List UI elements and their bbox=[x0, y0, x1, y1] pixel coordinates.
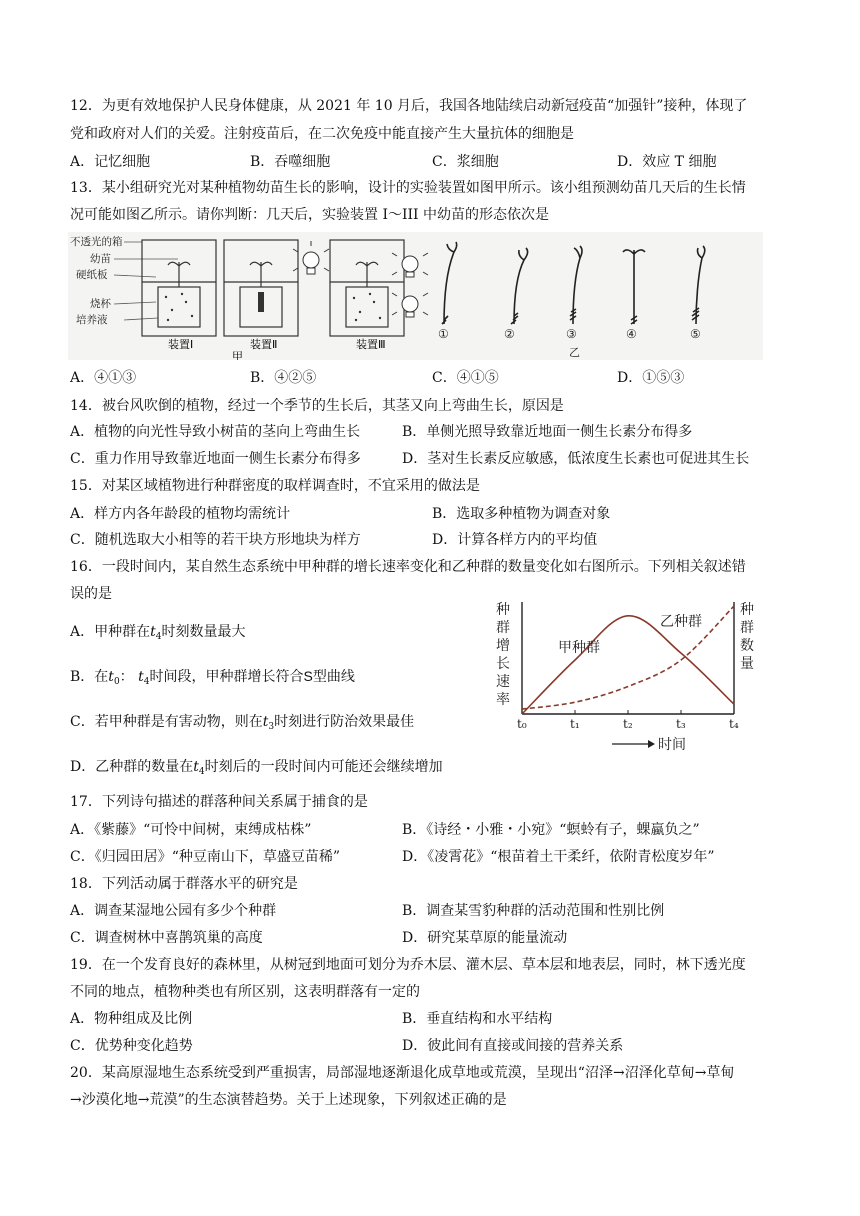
q16-option-b: B．在$t_0$： $t_4$时间段，甲种群增长符合S型曲线 bbox=[70, 668, 355, 687]
seedling-5 bbox=[692, 246, 705, 324]
q13-stem-line2: 况可能如图乙所示。请你判断：几天后，实验装置 I～III 中幼苗的形态依次是 bbox=[70, 207, 550, 223]
light-bulb-icon bbox=[392, 293, 428, 317]
q12-stem-line2: 党和政府对人们的关爱。注射疫苗后，在二次免疫中能直接产生大量抗体的细胞是 bbox=[70, 126, 574, 142]
q12-option-a: A．记忆细胞 bbox=[70, 154, 151, 170]
seedling-3 bbox=[570, 246, 582, 324]
q20-stem-line2: →沙漠化地→荒漠”的生态演替趋势。关于上述现象，下列叙述正确的是 bbox=[70, 1092, 507, 1108]
q14-stem: 14．被台风吹倒的植物，经过一个季节的生长后，其茎又向上弯曲生长，原因是 bbox=[70, 398, 564, 414]
figure-caption-yi: 乙 bbox=[569, 346, 580, 359]
q19-option-b: B．垂直结构和水平结构 bbox=[402, 1011, 553, 1027]
q19-option-a: A．物种组成及比例 bbox=[70, 1011, 193, 1027]
q16-option-c: C．若甲种群是有害动物，则在$t_3$时刻进行防治效果最佳 bbox=[70, 714, 415, 732]
q18-option-c: C．调查树林中喜鹊筑巢的高度 bbox=[70, 930, 263, 946]
device-2 bbox=[224, 240, 298, 336]
q15-option-c: C．随机选取大小相等的若干块方形地块为样方 bbox=[70, 532, 361, 548]
q13-option-b: B．④②⑤ bbox=[250, 370, 317, 386]
q14-option-b: B．单侧光照导致靠近地面一侧生长素分布得多 bbox=[402, 424, 693, 440]
seedling-label-1: ① bbox=[438, 327, 449, 341]
population-growth-chart bbox=[488, 592, 760, 754]
q17-option-d: D．《凌霄花》“根苗着土干柔纤，依附青松度岁年” bbox=[402, 849, 715, 865]
x-tick-label: t₂ bbox=[623, 717, 633, 731]
q12-option-b: B．吞噬细胞 bbox=[250, 154, 331, 170]
x-tick-label: t₁ bbox=[570, 717, 580, 731]
q18-option-a: A．调查某湿地公园有多少个种群 bbox=[70, 903, 277, 919]
label-cardboard: 硬纸板 bbox=[76, 269, 108, 281]
y-axis-left-label-char: 种 bbox=[496, 602, 510, 618]
seedling-label-4: ④ bbox=[626, 327, 637, 341]
y-axis-right-label-char: 种 bbox=[740, 602, 754, 618]
q18-option-b: B．调查某雪豹种群的活动范围和性别比例 bbox=[402, 903, 665, 919]
q14-option-c: C．重力作用导致靠近地面一侧生长素分布得多 bbox=[70, 451, 361, 467]
label-seedling: 幼苗 bbox=[90, 253, 111, 265]
q20-stem-line1: 20．某高原湿地生态系统受到严重损害，局部湿地逐渐退化成草地或荒漠，呈现出“沼泽→沼泽化草甸→草甸 bbox=[70, 1065, 735, 1081]
q19-stem-line1: 19．在一个发育良好的森林里，从树冠到地面可划分为乔木层、灌木层、草本层和地表层，同时，林下透光度 bbox=[70, 957, 746, 973]
q17-option-b: B．《诗经・小雅・小宛》“螟蛉有子，蜾蠃负之” bbox=[402, 822, 700, 838]
q14-option-d: D．茎对生长素反应敏感，低浓度生长素也可促进其生长 bbox=[402, 451, 750, 467]
q17-stem: 17．下列诗句描述的群落种间关系属于捕食的是 bbox=[70, 794, 368, 810]
q15-option-b: B．选取多种植物为调查对象 bbox=[432, 506, 611, 522]
q12-stem-line1: 12．为更有效地保护人民身体健康，从 2021 年 10 月后，我国各地陆续启动新冠疫苗“加强针”接种，体现了 bbox=[70, 98, 748, 114]
seedling-label-3: ③ bbox=[566, 327, 577, 341]
seedling-2 bbox=[511, 248, 528, 324]
series-jia-label: 甲种群 bbox=[558, 640, 600, 656]
q16-option-d: D．乙种群的数量在$t_4$时刻后的一段时间内可能还会继续增加 bbox=[70, 759, 443, 777]
y-axis-left-label-char: 速 bbox=[496, 674, 510, 690]
q15-stem: 15．对某区域植物进行种群密度的取样调查时，不宜采用的做法是 bbox=[70, 478, 480, 494]
q16-stem-line1: 16．一段时间内，某自然生态系统中甲种群的增长速率变化和乙种群的数量变化如右图所示。下列相关叙述错 bbox=[70, 559, 746, 575]
device-1 bbox=[142, 240, 216, 336]
device-3 bbox=[330, 240, 404, 336]
q14-option-a: A．植物的向光性导致小树苗的茎向上弯曲生长 bbox=[70, 424, 361, 440]
y-axis-right-label-char: 群 bbox=[740, 620, 754, 636]
q15-option-d: D．计算各样方内的平均值 bbox=[432, 532, 598, 548]
q19-stem-line2: 不同的地点，植物种类也有所区别，这表明群落有一定的 bbox=[70, 984, 420, 1000]
seedling-experiment-diagram bbox=[68, 232, 763, 360]
label-culture-solution: 培养液 bbox=[76, 314, 108, 326]
x-tick-label: t₀ bbox=[517, 717, 527, 731]
y-axis-left-label-char: 增 bbox=[496, 638, 510, 654]
label-opaque-box: 不透光的箱 bbox=[70, 236, 123, 248]
y-axis-left-label-char: 长 bbox=[496, 656, 510, 672]
q19-option-d: D．彼此间有直接或间接的营养关系 bbox=[402, 1038, 624, 1054]
series-yi-line bbox=[522, 606, 734, 709]
q13-option-a: A．④①③ bbox=[70, 370, 137, 386]
q13-figure bbox=[68, 232, 763, 360]
series-yi-label: 乙种群 bbox=[660, 614, 702, 630]
x-tick-label: t₃ bbox=[676, 717, 686, 731]
q16-stem-line2: 误的是 bbox=[70, 586, 112, 602]
figure-caption-jia: 甲 bbox=[232, 350, 243, 360]
y-axis-right-label-char: 量 bbox=[740, 656, 754, 672]
device-1-label: 装置Ⅰ bbox=[168, 338, 194, 351]
q13-option-c: C．④①⑤ bbox=[432, 370, 499, 386]
x-axis-label: 时间 bbox=[658, 737, 686, 753]
time-arrow-head bbox=[648, 740, 655, 748]
device-3-label: 装置Ⅲ bbox=[356, 338, 386, 351]
q13-stem-line1: 13．某小组研究光对某种植物幼苗生长的影响，设计的实验装置如图甲所示。该小组预测幼苗几天后的生长情 bbox=[70, 180, 746, 196]
q16-population-chart bbox=[488, 592, 760, 754]
device-2-label: 装置Ⅱ bbox=[250, 338, 278, 351]
q13-option-d: D．①⑤③ bbox=[617, 370, 685, 386]
q15-option-a: A．样方内各年龄段的植物均需统计 bbox=[70, 506, 291, 522]
q12-option-d: D．效应 T 细胞 bbox=[617, 154, 717, 170]
light-bulb-icon bbox=[392, 253, 428, 277]
series-jia-line bbox=[522, 616, 734, 714]
y-axis-left-label-char: 率 bbox=[496, 692, 510, 708]
q19-option-c: C．优势种变化趋势 bbox=[70, 1038, 193, 1054]
q12-option-c: C．浆细胞 bbox=[432, 154, 499, 170]
seedling-4 bbox=[623, 250, 645, 324]
y-axis-left-label-char: 群 bbox=[496, 620, 510, 636]
q18-stem: 18．下列活动属于群落水平的研究是 bbox=[70, 876, 298, 892]
seedling-1 bbox=[442, 242, 457, 324]
q18-option-d: D．研究某草原的能量流动 bbox=[402, 930, 568, 946]
q17-option-c: C．《归园田居》“种豆南山下，草盛豆苗稀” bbox=[70, 849, 341, 865]
q16-option-a: A．甲种群在$t_4$时刻数量最大 bbox=[70, 624, 246, 642]
seedling-label-5: ⑤ bbox=[690, 327, 701, 341]
seedling-label-2: ② bbox=[504, 327, 515, 341]
label-beaker: 烧杯 bbox=[90, 298, 111, 310]
x-tick-label: t₄ bbox=[729, 717, 739, 731]
q17-option-a: A．《紫藤》“可怜中间树，束缚成枯株” bbox=[70, 822, 312, 838]
y-axis-right-label-char: 数 bbox=[740, 638, 754, 654]
